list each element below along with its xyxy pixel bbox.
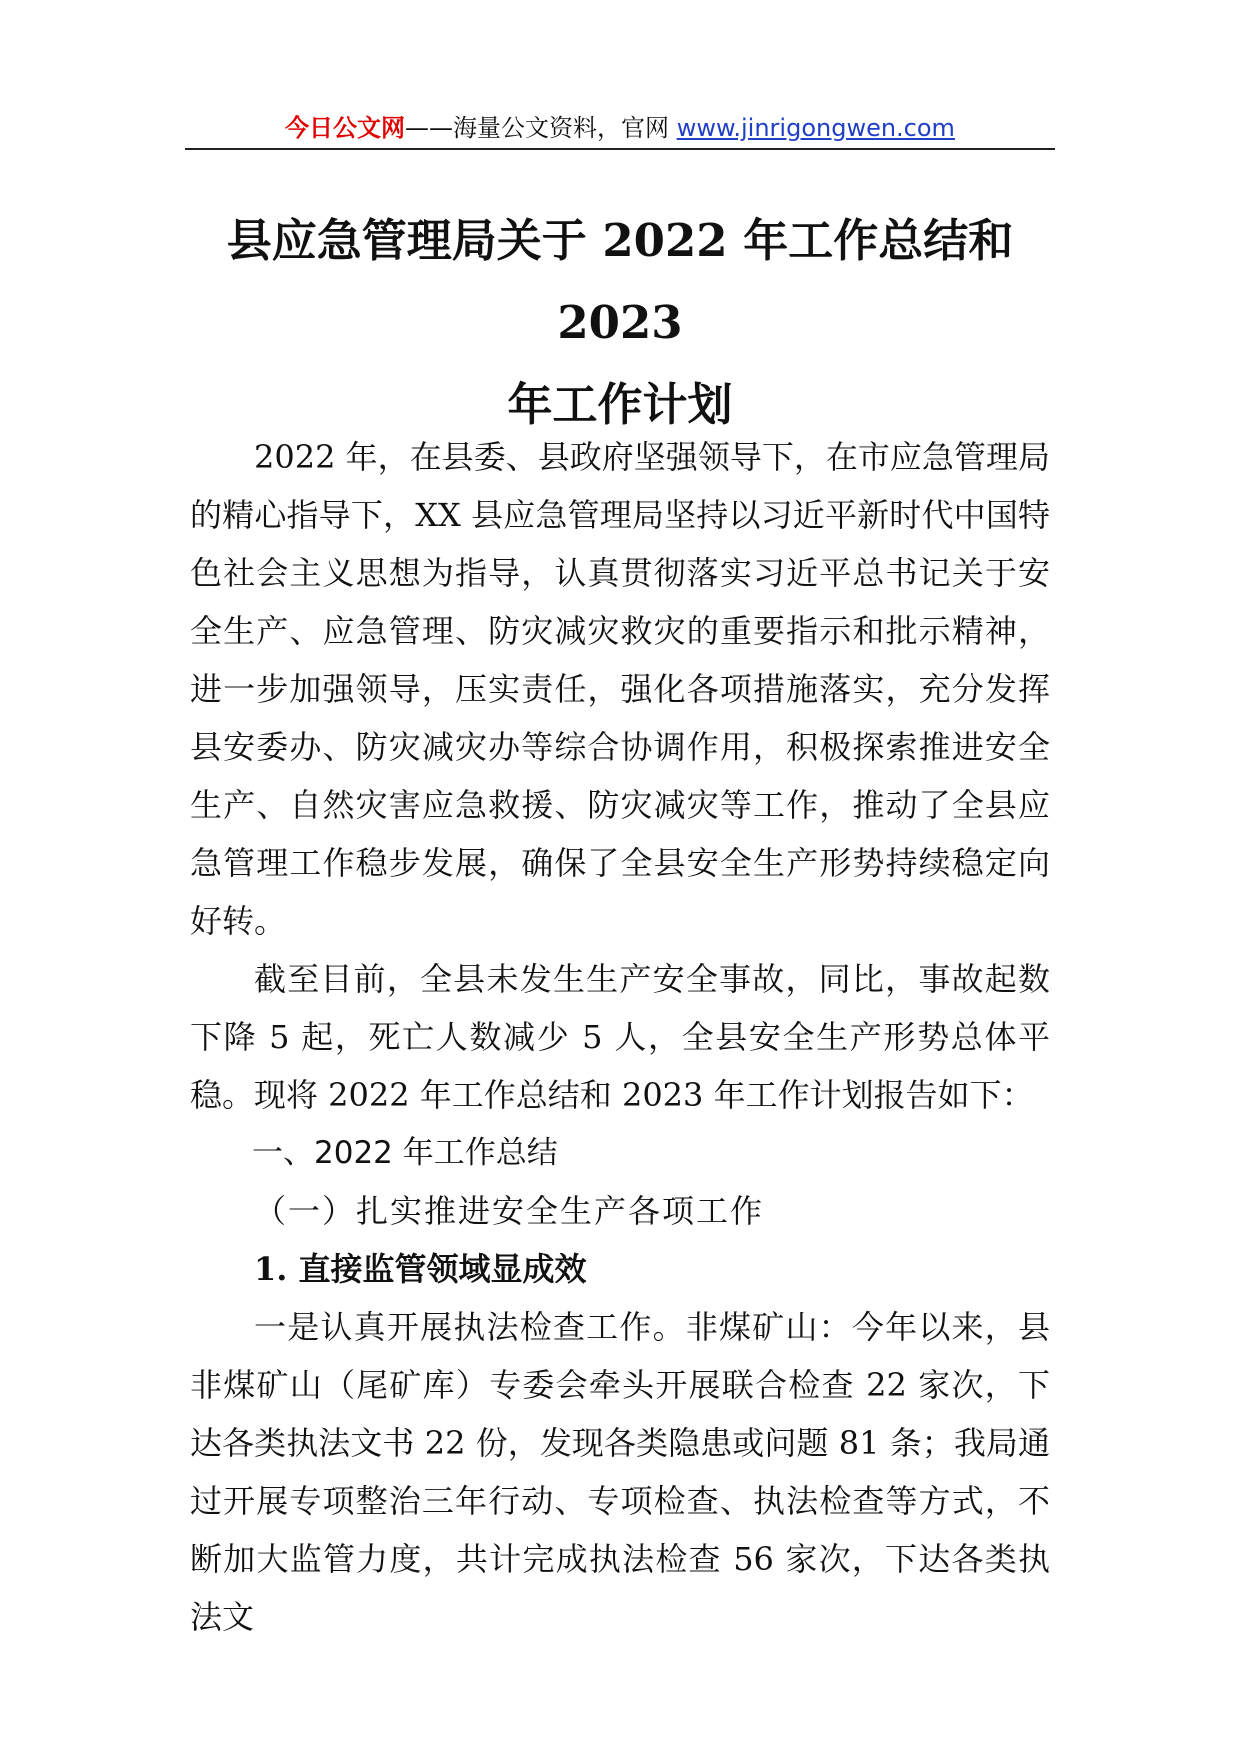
item-paragraph: 一是认真开展执法检查工作。非煤矿山：今年以来，县非煤矿山（尾矿库）专委会牵头开展联合检查 22 家次，下达各类执法文书 22 份，发现各类隐患或问题 81 条；我局通过开展专项整治三年行动、专项检查、执法检查等方式，不断加大监管力度，共计完成执法检查 56 家次，下达各类执法文 [190,1308,1050,1636]
site-header [185,108,1055,148]
subsection-heading: （一）扎实推进安全生产各项工作 [254,1192,765,1230]
item-heading: 1. 直接监管领域显成效 [254,1250,587,1288]
title-line-2: 年工作计划 [507,378,733,431]
document-body [190,428,1050,1646]
intro-paragraph: 2022 年，在县委、县政府坚强领导下，在市应急管理局的精心指导下，XX 县应急管理局坚持以习近平新时代中国特色社会主义思想为指导，认真贯彻落实习近平总书记关于安全生产、应急管理、防灾减灾救灾的重要指示和批示精神，进一步加强领导，压实责任，强化各项措施落实，充分发挥县安委办、防灾减灾办等综合协调作用，积极探索推进安全生产、自然灾害应急救援、防灾减灾等工作，推动了全县应急管理工作稳步发展，确保了全县安全生产形势持续稳定向好转。 [190,438,1050,940]
site-tagline: ——海量公文资料，官网 [405,114,677,142]
site-brand[interactable]: 今日公文网 [285,114,406,142]
header-divider [185,148,1055,150]
title-line-1: 县应急管理局关于 2022 年工作总结和 2023 [226,214,1014,349]
document-title [185,200,1055,446]
status-paragraph: 截至目前，全县未发生生产安全事故，同比，事故起数下降 5 起，死亡人数减少 5 人，全县安全生产形势总体平稳。现将 2022 年工作总结和 2023 年工作计划报告如下： [190,960,1050,1114]
site-url-link[interactable]: www.jinrigongwen.com [676,114,955,142]
section-heading: 一、2022 年工作总结 [252,1135,558,1171]
